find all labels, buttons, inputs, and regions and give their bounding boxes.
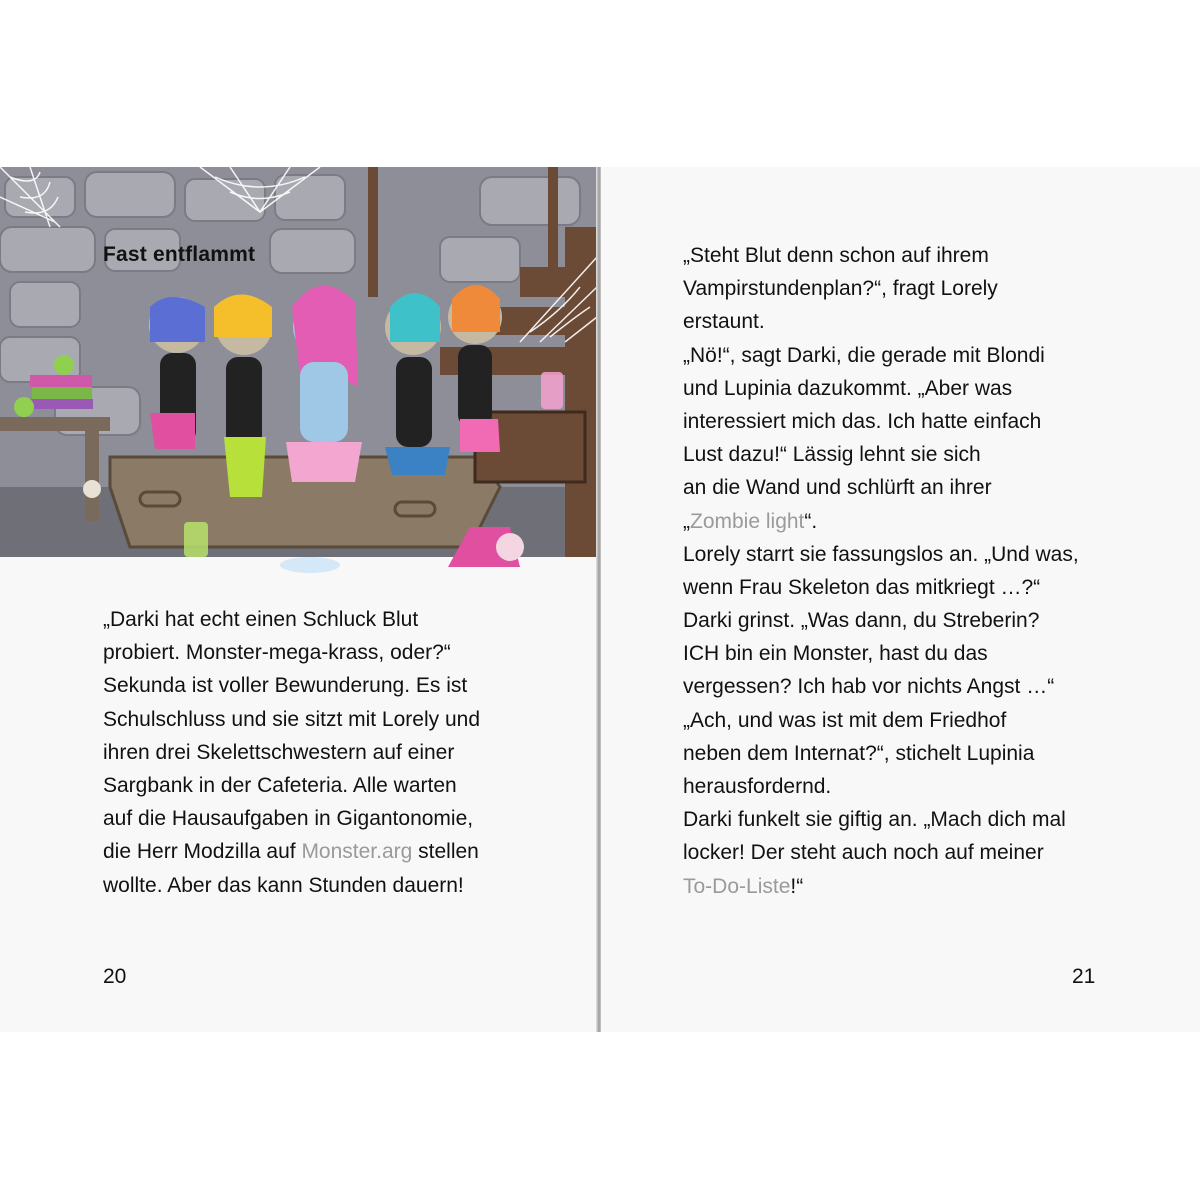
- text-line: auf die Hausaufgaben in Gigantonomie,: [103, 807, 474, 831]
- right-page: [601, 167, 1200, 1032]
- text-segment: !“: [790, 874, 804, 898]
- to-do-liste-link[interactable]: To-Do-Liste: [683, 874, 791, 898]
- text-segment: die Herr Modzilla auf: [103, 840, 296, 864]
- page-number-right: 21: [1072, 965, 1096, 988]
- text-line: interessiert mich das. Ich hatte einfach: [683, 409, 1042, 433]
- text-line: wenn Frau Skeleton das mitkriegt …?“: [683, 575, 1041, 599]
- text-line: herausfordernd.: [683, 775, 832, 798]
- text-segment: stellen: [412, 840, 479, 864]
- book-spread: [0, 167, 1200, 1032]
- text-line: vergessen? Ich hab vor nichts Angst …“: [683, 675, 1055, 699]
- text-line: ihren drei Skelettschwestern auf einer: [103, 740, 455, 764]
- text-line: wollte. Aber das kann Stunden dauern!: [103, 873, 464, 897]
- text-line: [683, 505, 1079, 538]
- text-line: „Nö!“, sagt Darki, die gerade mit Blondi: [683, 343, 1045, 367]
- text-segment: „: [683, 509, 690, 533]
- text-line: „Ach, und was ist mit dem Friedhof: [683, 708, 1007, 732]
- text-line: „Darki hat echt einen Schluck Blut: [103, 608, 419, 631]
- text-line: Sekunda ist voller Bewunderung. Es ist: [103, 674, 468, 698]
- illustration-skeleton-girls-cafeteria: [0, 167, 597, 587]
- text-line: Vampirstundenplan?“, fragt Lorely: [683, 277, 998, 301]
- text-line: Schulschluss und sie sitzt mit Lorely und: [103, 707, 481, 731]
- text-line: erstaunt.: [683, 310, 765, 334]
- left-page-text: [103, 603, 480, 902]
- text-line: neben dem Internat?“, stichelt Lupinia: [683, 741, 1035, 765]
- text-line: und Lupinia dazukommt. „Aber was: [683, 376, 1013, 400]
- page-number-left: 20: [103, 965, 127, 988]
- text-line: Sargbank in der Cafeteria. Alle warten: [103, 773, 457, 797]
- text-line: ICH bin ein Monster, hast du das: [683, 642, 988, 666]
- text-line: locker! Der steht auch noch auf meiner: [683, 841, 1044, 865]
- text-line: Darki grinst. „Was dann, du Streberin?: [683, 609, 1040, 633]
- text-line: [683, 870, 1079, 903]
- text-line: „Steht Blut denn schon auf ihrem: [683, 244, 989, 267]
- text-segment: “.: [804, 509, 818, 533]
- monster-arg-link[interactable]: Monster.arg: [301, 840, 413, 864]
- text-line: an die Wand und schlürft an ihrer: [683, 476, 992, 500]
- text-line: Lust dazu!“ Lässig lehnt sie sich: [683, 443, 981, 467]
- zombie-light-link[interactable]: Zombie light: [690, 509, 805, 533]
- text-line: probiert. Monster-mega-krass, oder?“: [103, 641, 451, 665]
- text-line: Lorely starrt sie fassungslos an. „Und was,: [683, 542, 1079, 566]
- right-page-text: [683, 239, 1079, 903]
- chapter-title: Fast entflammt: [103, 243, 256, 266]
- text-line: [103, 835, 480, 868]
- text-line: Darki funkelt sie giftig an. „Mach dich mal: [683, 808, 1066, 832]
- left-page: [0, 167, 597, 1032]
